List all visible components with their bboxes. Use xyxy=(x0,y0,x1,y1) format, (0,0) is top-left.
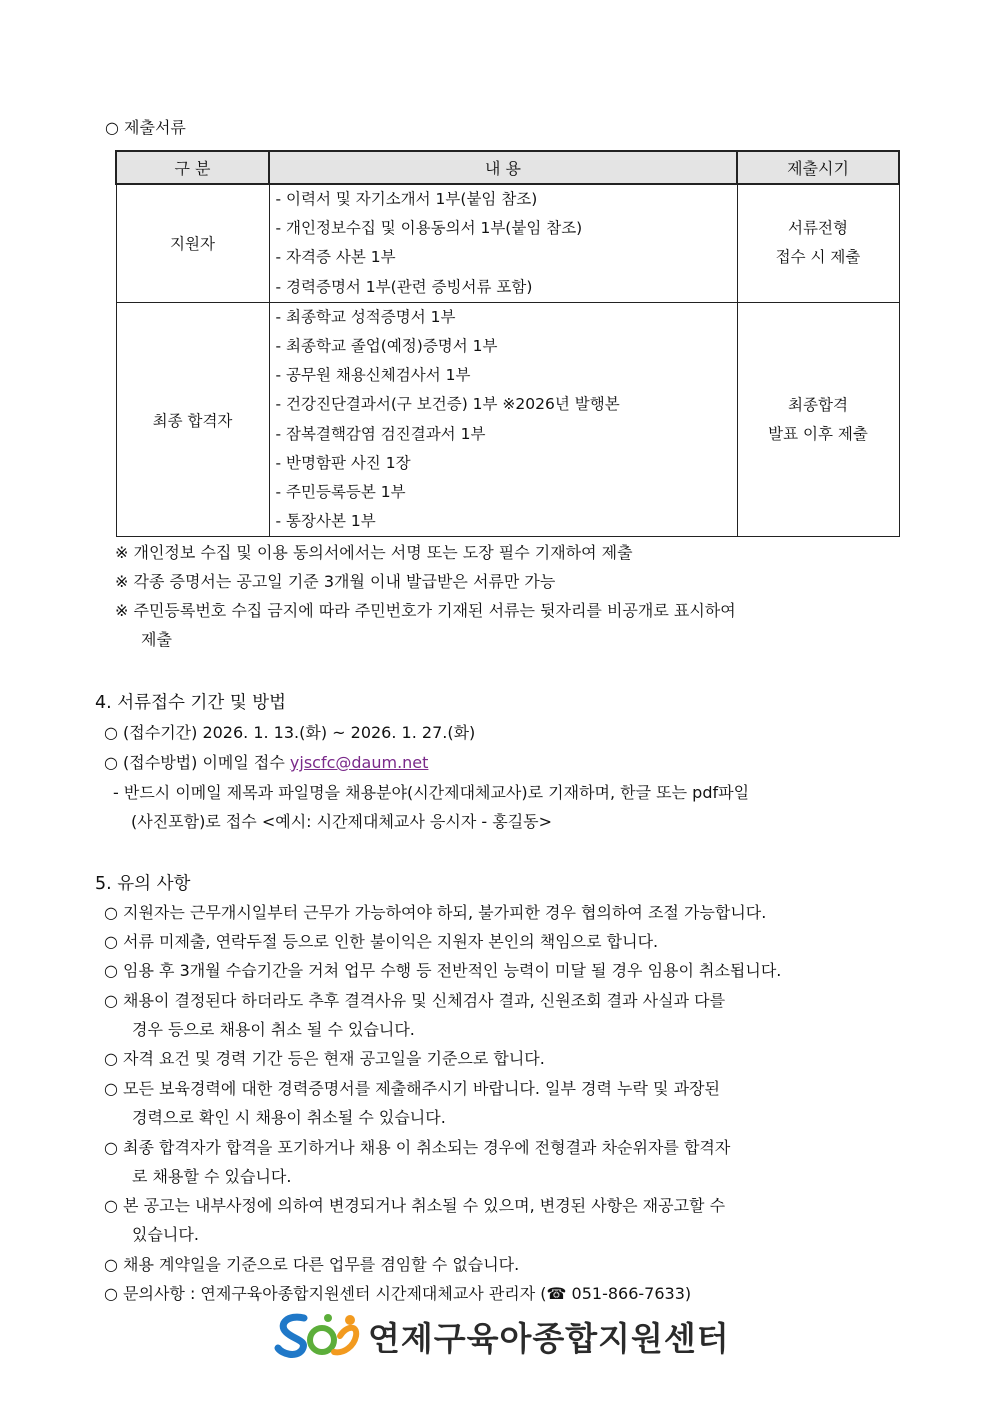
header-category: 구 분 xyxy=(116,151,269,184)
submission-method xyxy=(104,752,428,774)
notice-line: ○ 문의사항 : 연제구육아종합지원센터 시간제대체교사 관리자 (☎ 051-866-7633) xyxy=(104,1284,692,1303)
notice-line: ○ 채용이 결정된다 하더라도 추후 결격사유 및 신체검사 결과, 신원조회 결과 사실과 다를 xyxy=(104,991,726,1010)
notice-line: 있습니다. xyxy=(132,1225,199,1244)
section5-heading: 5. 유의 사항 xyxy=(95,874,191,894)
table-row xyxy=(116,302,899,537)
list-item: - 이력서 및 자기소개서 1부(붙임 참조) xyxy=(275,190,538,208)
email-link[interactable]: yjscfc@daum.net xyxy=(289,753,429,772)
list-item: - 주민등록등본 1부 xyxy=(275,482,406,501)
notice-line: ○ 임용 후 3개월 수습기간을 거쳐 업무 수행 등 전반적인 능력이 미달 될 경우 임용이 취소됩니다. xyxy=(104,961,782,980)
timing-line: 접수 시 제출 xyxy=(775,248,861,267)
notice-line: ○ 자격 요건 및 경력 기간 등은 현재 공고일을 기준으로 합니다. xyxy=(104,1049,545,1068)
list-item: - 경력증명서 1부(관련 증빙서류 포함) xyxy=(275,277,533,296)
method-detail-1: - 반드시 이메일 제목과 파일명을 채용분야(시간제대체교사)로 기재하며, 한글 또는 pdf파일 xyxy=(113,783,750,802)
documents-table xyxy=(115,150,900,537)
timing-line: 최종합격 xyxy=(788,395,848,414)
row-category: 최종 합격자 xyxy=(116,302,269,537)
notice-line: 로 채용할 수 있습니다. xyxy=(132,1167,292,1186)
list-item: - 공무원 채용신체검사서 1부 xyxy=(275,366,471,385)
notice-line: ○ 지원자는 근무개시일부터 근무가 가능하여야 하되, 불가피한 경우 협의하여 조절 가능합니다. xyxy=(104,903,767,922)
list-item: - 최종학교 성적증명서 1부 xyxy=(275,307,456,326)
list-item: - 반명함판 사진 1장 xyxy=(275,453,411,472)
note-1: ※ 개인정보 수집 및 이용 동의서에서는 서명 또는 도장 필수 기재하여 제출 xyxy=(115,543,633,562)
table-row xyxy=(116,184,899,302)
method-prefix: ○ (접수방법) 이메일 접수 xyxy=(104,753,290,772)
notice-line: ○ 서류 미제출, 연락두절 등으로 인한 불이익은 지원자 본인의 책임으로 합니다. xyxy=(104,932,659,951)
notice-line: ○ 모든 보육경력에 대한 경력증명서를 제출해주시기 바랍니다. 일부 경력 누락 및 과장된 xyxy=(104,1079,720,1098)
center-name: 연제구육아종합지원센터 xyxy=(368,1319,730,1358)
timing-line: 서류전형 xyxy=(788,219,848,238)
timing-line: 발표 이후 제출 xyxy=(768,424,868,443)
note-2: ※ 각종 증명서는 공고일 기준 3개월 이내 발급받은 서류만 가능 xyxy=(115,572,556,591)
method-detail-2: (사진포함)로 접수 <예시: 시간제대체교사 응시자 - 홍길동> xyxy=(131,812,553,831)
list-item: - 개인정보수집 및 이용동의서 1부(붙임 참조) xyxy=(275,219,583,238)
header-content: 내 용 xyxy=(269,151,737,184)
list-item: - 잠복결핵감염 검진결과서 1부 xyxy=(275,424,486,443)
notice-line: 경우 등으로 채용이 취소 될 수 있습니다. xyxy=(132,1020,415,1039)
section-docs-title: ○ 제출서류 xyxy=(105,118,186,137)
submission-period: ○ (접수기간) 2026. 1. 13.(화) ~ 2026. 1. 27.(화) xyxy=(104,723,476,742)
notice-line: ○ 최종 합격자가 합격을 포기하거나 채용 이 취소되는 경우에 전형결과 차순위자를 합격자 xyxy=(104,1138,731,1157)
row-timing xyxy=(737,184,899,302)
row-category: 지원자 xyxy=(116,184,269,302)
notice-line: ○ 본 공고는 내부사정에 의하여 변경되거나 취소될 수 있으며, 변경된 사항은 재공고할 수 xyxy=(104,1196,726,1215)
note-3: ※ 주민등록번호 수집 금지에 따라 주민번호가 기재된 서류는 뒷자리를 비공개로 표시하여 xyxy=(115,601,736,620)
notice-line: ○ 채용 계약일을 기준으로 다른 업무를 겸임할 수 없습니다. xyxy=(104,1255,520,1274)
center-logo-icon xyxy=(274,1310,364,1362)
list-item: - 통장사본 1부 xyxy=(275,512,376,531)
row-items xyxy=(269,184,737,302)
note-3-cont: 제출 xyxy=(141,630,172,649)
notice-line: 경력으로 확인 시 채용이 취소될 수 있습니다. xyxy=(132,1108,446,1127)
list-item: - 자격증 사본 1부 xyxy=(275,248,396,267)
row-timing xyxy=(737,302,899,537)
header-timing: 제출시기 xyxy=(737,151,899,184)
list-item: - 최종학교 졸업(예정)증명서 1부 xyxy=(275,336,498,355)
section4-heading: 4. 서류접수 기간 및 방법 xyxy=(95,693,287,713)
row-items xyxy=(269,302,737,537)
list-item: - 건강진단결과서(구 보건증) 1부 ※2026년 발행본 xyxy=(275,395,620,414)
